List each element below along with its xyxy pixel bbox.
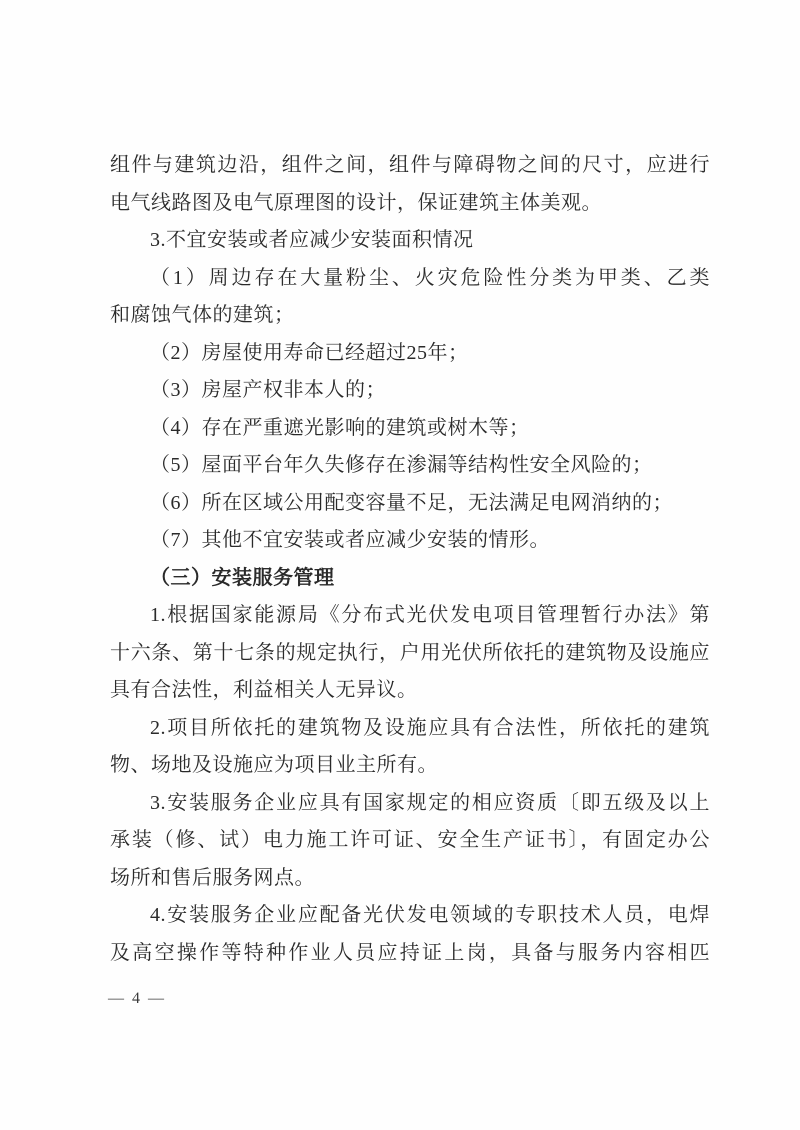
text-line: 及高空操作等特种作业人员应持证上岗，具备与服务内容相匹 <box>110 941 710 964</box>
text-line: （2）房屋使用寿命已经超过25年； <box>150 341 469 364</box>
section-heading: （三）安装服务管理 <box>150 566 335 589</box>
page-number: — 4 — <box>108 990 166 1007</box>
text-line: （7）其他不宜安装或者应减少安装的情形。 <box>150 529 550 551</box>
text-line: （4）存在严重遮光影响的建筑或树木等； <box>150 416 530 439</box>
text-line: （1）周边存在大量粉尘、火灾危险性分类为甲类、乙类 <box>150 266 710 289</box>
text-line: 具有合法性，利益相关人无异议。 <box>110 679 418 701</box>
text-line: 和腐蚀气体的建筑； <box>110 304 295 326</box>
text-line: （5）屋面平台年久失修存在渗漏等结构性安全风险的； <box>150 454 653 476</box>
text-line: 承装（修、试）电力施工许可证、安全生产证书〕，有固定办公 <box>110 829 710 851</box>
text-line: （6）所在区域公用配变容量不足，无法满足电网消纳的； <box>150 491 673 514</box>
text-line: 3.不宜安装或者应减少安装面积情况 <box>150 229 474 251</box>
text-line: 场所和售后服务网点。 <box>110 866 315 889</box>
text-line: 2.项目所依托的建筑物及设施应具有合法性，所依托的建筑 <box>150 716 710 739</box>
text-line: （3）房屋产权非本人的； <box>150 379 386 401</box>
text-line: 4.安装服务企业应配备光伏发电领域的专职技术人员，电焊 <box>150 904 710 926</box>
text-line: 3.安装服务企业应具有国家规定的相应资质〔即五级及以上 <box>150 791 710 814</box>
text-line: 物、场地及设施应为项目业主所有。 <box>110 754 438 776</box>
text-line: 十六条、第十七条的规定执行，户用光伏所依托的建筑物及设施应 <box>110 641 710 664</box>
text-line: 1.根据国家能源局《分布式光伏发电项目管理暂行办法》第 <box>150 604 710 626</box>
text-line: 组件与建筑边沿，组件之间，组件与障碍物之间的尺寸，应进行 <box>110 154 710 176</box>
document-body <box>110 147 710 972</box>
text-line: 电气线路图及电气原理图的设计，保证建筑主体美观。 <box>110 191 602 214</box>
